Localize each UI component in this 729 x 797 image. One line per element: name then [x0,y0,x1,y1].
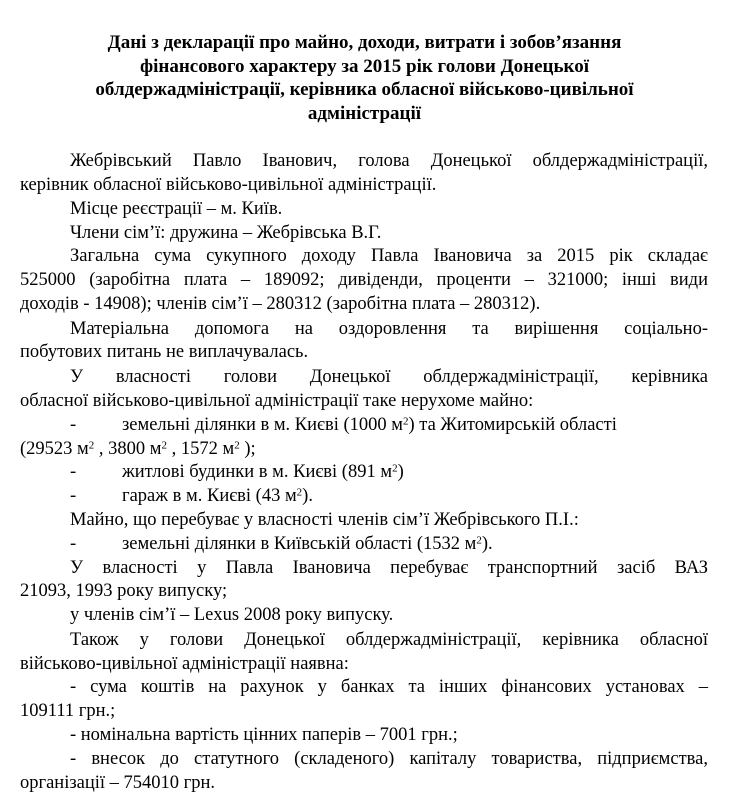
title-line: облдержадміністрації, керівника обласної військово-цивільної [95,79,634,100]
houses-item [122,461,404,483]
also-line: військово-цивільної адміністрації наявна: [20,654,349,674]
superscript: 2 [476,534,482,547]
land-text: ) та Житомирській області [408,415,617,435]
superscript: 2 [392,462,398,475]
superscript: 2 [234,439,240,452]
aid-line: побутових питань не виплачувалась. [20,342,309,362]
family-land-text: земельні ділянки в Київській області (1532 м [122,534,477,554]
land-text: , 1572 м [166,439,235,459]
land-text: (29523 м [20,439,89,459]
income-line: 525000 (заробітна плата – 189092; дивіденди, проценти – 321000; інші види [20,270,708,290]
property-line: У власності голови Донецької облдержадміністрації, керівника [70,367,708,387]
vehicle-line: У власності у Павла Івановича перебуває транспортний засіб ВАЗ [70,558,708,578]
securities-line: - номінальна вартість цінних паперів – 7001 грн.; [70,725,458,745]
land-item-line [122,414,617,436]
land-text: , 3800 м [94,439,162,459]
bank-line: 109111 грн.; [20,701,116,721]
houses-end: ) [397,462,404,482]
vehicle-line: 21093, 1993 року випуску; [20,581,228,601]
family-land-end: ). [481,534,493,554]
property-line: обласної військово-цивільної адміністрації таке нерухоме майно: [20,391,534,411]
title-line: Дані з декларації про майно, доходи, витрати і зобов’язання [107,32,622,53]
document-title [20,31,709,125]
capital-line: організації – 754010 грн. [20,773,216,793]
superscript: 2 [88,439,95,452]
list-dash: - [70,534,77,554]
aid-line: Матеріальна допомога на оздоровлення та вирішення соціально- [70,319,708,339]
family-line: Члени сім’ї: дружина – Жебрівська В.Г. [70,223,382,243]
family-land-item [122,533,493,555]
list-dash: - [70,486,77,506]
land-text: ); [239,439,256,459]
superscript: 2 [161,439,167,452]
person-line: керівник обласної військово-цивільної адміністрації. [20,175,437,195]
income-line: доходів - 14908); членів сім’ї – 280312 (заробітна плата – 280312). [20,294,541,314]
garage-end: ). [302,486,313,506]
family-property-line: Майно, що перебуває у власності членів сім’ї Жебрівського П.І.: [70,510,579,530]
title-line: фінансового характеру за 2015 рік голови Донецької [139,55,590,77]
superscript: 2 [296,486,303,499]
garage-item [122,485,313,507]
also-line: Також у голови Донецької облдержадміністрації, керівника обласної [70,630,708,650]
list-dash: - [70,462,77,482]
land-item-line [20,438,256,460]
family-vehicle-line: у членів сім’ї – Lexus 2008 року випуску. [70,605,394,625]
income-line: Загальна сума сукупного доходу Павла Івановича за 2015 рік складає [70,246,708,266]
garage-text: гараж в м. Києві (43 м [122,486,297,506]
houses-text: житлові будинки в м. Києві (891 м [122,462,393,482]
capital-line: - внесок до статутного (складеного) капіталу товариства, підприємства, [70,749,708,769]
superscript: 2 [402,415,409,428]
person-line: Жебрівський Павло Іванович, голова Донецької облдержадміністрації, [70,151,708,171]
title-line: адміністрації [307,102,422,124]
list-dash: - [70,415,77,435]
land-text: земельні ділянки в м. Києві (1000 м [122,415,403,435]
registration-line: Місце реєстрації – м. Київ. [70,199,283,219]
bank-line: - сума коштів на рахунок у банках та інших фінансових установах – [70,677,708,697]
